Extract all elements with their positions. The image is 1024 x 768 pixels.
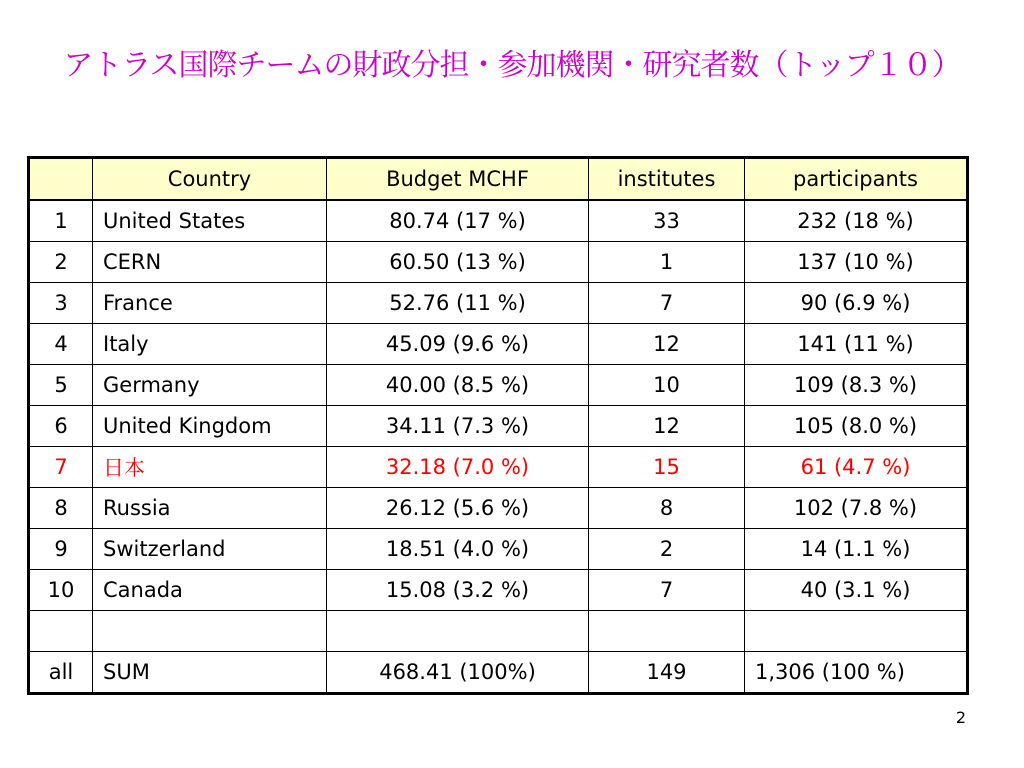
participants-cell: 141 (11 %): [745, 324, 968, 365]
institutes-cell: 33: [589, 200, 745, 242]
total-rank-cell: all: [29, 652, 93, 694]
page-number: 2: [955, 708, 966, 727]
atlas-budget-table: [27, 156, 969, 695]
table-row: [29, 406, 968, 447]
header-country: Country: [93, 158, 327, 201]
institutes-cell: 10: [589, 365, 745, 406]
header-institutes: institutes: [589, 158, 745, 201]
empty-cell: [29, 611, 93, 652]
rank-cell: 9: [29, 529, 93, 570]
institutes-cell: 2: [589, 529, 745, 570]
rank-cell: 4: [29, 324, 93, 365]
table-row: [29, 324, 968, 365]
participants-cell: 61 (4.7 %): [745, 447, 968, 488]
table-row: [29, 200, 968, 242]
empty-row: [29, 611, 968, 652]
rank-cell: 5: [29, 365, 93, 406]
participants-cell: 137 (10 %): [745, 242, 968, 283]
table-row: [29, 242, 968, 283]
institutes-cell: 8: [589, 488, 745, 529]
header-budget: Budget MCHF: [327, 158, 589, 201]
participants-cell: 40 (3.1 %): [745, 570, 968, 611]
participants-cell: 102 (7.8 %): [745, 488, 968, 529]
country-cell: Italy: [93, 324, 327, 365]
empty-cell: [589, 611, 745, 652]
rank-cell: 6: [29, 406, 93, 447]
table-row-japan: [29, 447, 968, 488]
empty-cell: [93, 611, 327, 652]
institutes-cell: 7: [589, 570, 745, 611]
rank-cell: 3: [29, 283, 93, 324]
participants-cell: 14 (1.1 %): [745, 529, 968, 570]
participants-cell: 232 (18 %): [745, 200, 968, 242]
budget-cell: 52.76 (11 %): [327, 283, 589, 324]
country-cell: Germany: [93, 365, 327, 406]
budget-cell: 80.74 (17 %): [327, 200, 589, 242]
empty-cell: [327, 611, 589, 652]
table-row: [29, 529, 968, 570]
table-row: [29, 570, 968, 611]
table-row: [29, 365, 968, 406]
header-rank: [29, 158, 93, 201]
total-participants-cell: 1,306 (100 %): [745, 652, 968, 694]
budget-cell: 60.50 (13 %): [327, 242, 589, 283]
country-cell: 日本: [93, 447, 327, 488]
institutes-cell: 15: [589, 447, 745, 488]
table-row: [29, 283, 968, 324]
total-budget-cell: 468.41 (100%): [327, 652, 589, 694]
budget-cell: 18.51 (4.0 %): [327, 529, 589, 570]
country-cell: Canada: [93, 570, 327, 611]
header-participants: participants: [745, 158, 968, 201]
table-row: [29, 488, 968, 529]
participants-cell: 90 (6.9 %): [745, 283, 968, 324]
country-cell: United Kingdom: [93, 406, 327, 447]
country-cell: Russia: [93, 488, 327, 529]
total-institutes-cell: 149: [589, 652, 745, 694]
country-cell: France: [93, 283, 327, 324]
budget-cell: 26.12 (5.6 %): [327, 488, 589, 529]
rank-cell: 8: [29, 488, 93, 529]
country-cell: United States: [93, 200, 327, 242]
institutes-cell: 1: [589, 242, 745, 283]
country-cell: CERN: [93, 242, 327, 283]
participants-cell: 109 (8.3 %): [745, 365, 968, 406]
empty-cell: [745, 611, 968, 652]
institutes-cell: 7: [589, 283, 745, 324]
institutes-cell: 12: [589, 406, 745, 447]
total-label-cell: SUM: [93, 652, 327, 694]
budget-cell: 40.00 (8.5 %): [327, 365, 589, 406]
budget-cell: 32.18 (7.0 %): [327, 447, 589, 488]
budget-cell: 15.08 (3.2 %): [327, 570, 589, 611]
rank-cell: 10: [29, 570, 93, 611]
rank-cell: 2: [29, 242, 93, 283]
table-header-row: [29, 158, 968, 201]
budget-cell: 34.11 (7.3 %): [327, 406, 589, 447]
slide-title: アトラス国際チームの財政分担・参加機関・研究者数（トップ１０）: [63, 48, 961, 83]
table-total-row: [29, 652, 968, 694]
rank-cell: 7: [29, 447, 93, 488]
budget-cell: 45.09 (9.6 %): [327, 324, 589, 365]
institutes-cell: 12: [589, 324, 745, 365]
participants-cell: 105 (8.0 %): [745, 406, 968, 447]
rank-cell: 1: [29, 200, 93, 242]
country-cell: Switzerland: [93, 529, 327, 570]
